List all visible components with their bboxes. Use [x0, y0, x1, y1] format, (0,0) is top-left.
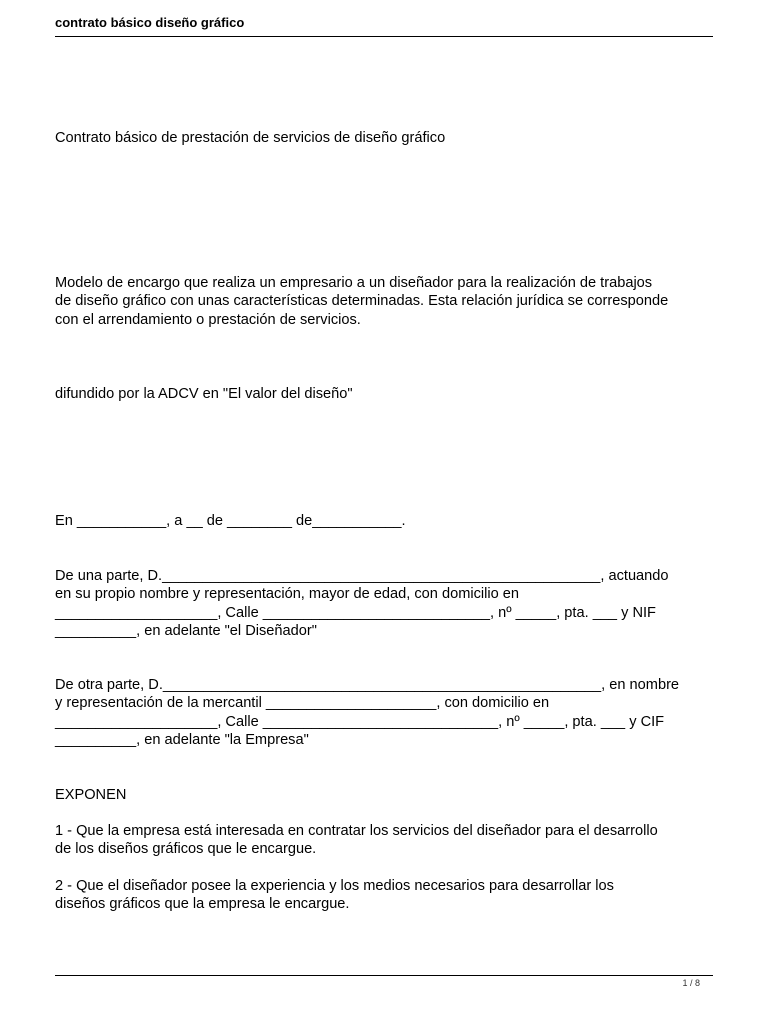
clause-2-line: 2 - Que el diseñador posee la experiencia y los medios necesarios para desarrollar los	[55, 878, 614, 894]
page-number: 1 / 8	[682, 978, 700, 988]
clause-2-line: diseños gráficos que la empresa le encargue.	[55, 896, 350, 913]
place-date-line: En ___________, a __ de ________ de___________.	[55, 513, 406, 529]
contract-heading: Contrato básico de prestación de servicios de diseño gráfico	[55, 130, 446, 146]
source-note: difundido por la ADCV en "El valor del diseño"	[55, 386, 353, 402]
intro-line: Modelo de encargo que realiza un empresario a un diseñador para la realización de trabajos	[55, 275, 653, 291]
exponen-heading: EXPONEN	[55, 787, 127, 803]
intro-line: de diseño gráfico con unas características determinadas. Esta relación jurídica se corresponde	[55, 293, 669, 310]
clause-1-line: de los diseños gráficos que le encargue.	[55, 841, 317, 858]
second-party-line: ____________________, Calle _____________________________, nº _____, pta. ___ y CIF	[55, 713, 665, 730]
first-party-line: en su propio nombre y representación, mayor de edad, con domicilio en	[55, 586, 520, 603]
first-party-paragraph	[55, 567, 715, 640]
first-party-line: __________, en adelante "el Diseñador"	[55, 622, 317, 639]
second-party-line: y representación de la mercantil _____________________, con domicilio en	[55, 695, 550, 712]
intro-line: con el arrendamiento o prestación de servicios.	[55, 311, 361, 328]
first-party-line: ____________________, Calle ____________________________, nº _____, pta. ___ y NIF	[55, 604, 656, 621]
second-party-line: De otra parte, D.______________________________________________________, en nombre	[55, 677, 680, 693]
second-party-paragraph	[55, 676, 715, 749]
clause-1-line: 1 - Que la empresa está interesada en contratar los servicios del diseñador para el desarrollo	[55, 823, 658, 839]
second-party-line: __________, en adelante "la Empresa"	[55, 731, 309, 748]
header-divider	[55, 36, 713, 37]
footer-divider	[55, 975, 713, 976]
clause-1-paragraph	[55, 822, 715, 859]
first-party-line: De una parte, D.______________________________________________________, actuando	[55, 568, 669, 584]
clause-2-paragraph	[55, 877, 715, 914]
intro-paragraph	[55, 274, 715, 329]
document-header-title: contrato básico diseño gráfico	[55, 15, 245, 30]
